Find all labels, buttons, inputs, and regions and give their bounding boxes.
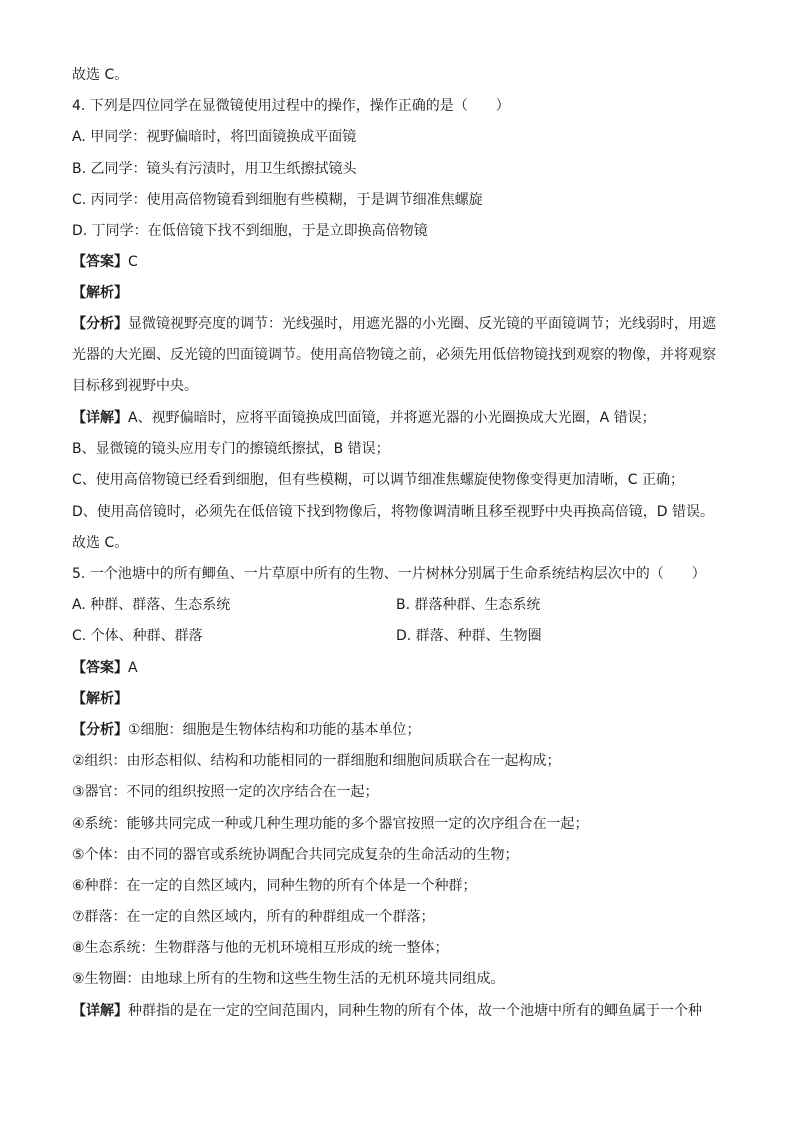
question-5-option-b: B. 群落种群、生态系统 [396,597,541,614]
question-5-options-row-2 [72,625,722,647]
question-4-option-d: D. 丁同学：在低倍镜下找不到细胞，于是立即换高倍物镜 [72,222,428,239]
question-5-analysis-1 [72,719,722,741]
question-5-analysis-4: ④系统：能够共同完成一种或几种生理功能的多个器官按照一定的次序组合在一起； [72,815,589,832]
question-4-detail-b: B、显微镜的镜头应用专门的擦镜纸擦拭，B 错误； [72,441,390,458]
answer-tag: 【答案】 [72,254,128,271]
question-5-option-a: A. 种群、群落、生态系统 [72,597,231,614]
answer-tag: 【答案】 [72,659,128,676]
analysis-tag: 【分析】 [72,315,128,332]
analysis-text: 显微镜视野亮度的调节：光线强时，用遮光器的小光圈、反光镜的平面镜调节；光线弱时，用遮光器的大光圈、反光镜的凹面镜调节。使用高倍物镜之前，必须先用低倍物镜找到观察的物像，并将观察目标移到视野中央。 [72,315,716,395]
question-4-analysis-block [72,309,722,403]
question-5-option-d: D. 群落、种群、生物圈 [396,628,542,645]
question-5-analysis-7: ⑦群落：在一定的自然区域内，所有的种群组成一个群落； [72,909,435,926]
question-5-analysis-5: ⑤个体：由不同的器官或系统协调配合共同完成复杂的生命活动的生物； [72,846,519,863]
conclusion-line: 故选 C。 [72,67,129,83]
question-5-analysis-9: ⑨生物圈：由地球上所有的生物和这些生物生活的无机环境共同组成。 [72,971,505,988]
question-5-option-c: C. 个体、种群、群落 [72,628,203,645]
question-5-answer [72,657,722,679]
question-4-conclusion: 故选 C。 [72,534,129,551]
detail-text: 种群指的是在一定的空间范围内，同种生物的所有个体，故一个池塘中所有的鲫鱼属于一个种 [128,1002,702,1019]
question-4-detail-d: D、使用高倍镜时，必须先在低倍镜下找到物像后，将物像调清晰且移至视野中央再换高倍镜，D 错误。 [72,503,715,520]
question-4-detail-a [72,407,722,429]
question-4-stem: 4. 下列是四位同学在显微镜使用过程中的操作，操作正确的是（ ） [72,98,510,115]
question-4-analysis-heading: 【解析】 [72,285,128,302]
question-5-analysis-heading: 【解析】 [72,690,128,707]
document-page [72,64,722,1031]
question-4-option-b: B. 乙同学：镜头有污渍时，用卫生纸擦拭镜头 [72,160,357,177]
question-4-analysis [72,309,722,403]
analysis-text: ①细胞：细胞是生物体结构和功能的基本单位； [128,721,421,738]
question-5-analysis-6: ⑥种群：在一定的自然区域内，同种生物的所有个体是一个种群； [72,877,477,894]
detail-tag: 【详解】 [72,1002,128,1019]
question-4-option-a: A. 甲同学：视野偏暗时，将凹面镜换成平面镜 [72,129,357,146]
answer-value: C [128,254,138,271]
question-4-option-c: C. 丙同学：使用高倍物镜看到细胞有些模糊，于是调节细准焦螺旋 [72,191,483,208]
question-4-answer [72,251,722,273]
detail-tag: 【详解】 [72,410,128,427]
question-4-detail-c: C、使用高倍物镜已经看到细胞，但有些模糊，可以调节细准焦螺旋使物像变得更加清晰，C 正确； [72,472,684,489]
analysis-tag: 【分析】 [72,721,128,738]
question-5-analysis-3: ③器官：不同的组织按照一定的次序结合在一起； [72,784,379,801]
question-5-detail [72,1000,722,1022]
question-5-stem: 5. 一个池塘中的所有鲫鱼、一片草原中所有的生物、一片树林分别属于生命系统结构层次中的（ ） [72,566,706,583]
question-5-options-row-1 [72,594,722,616]
detail-text: A、视野偏暗时，应将平面镜换成凹面镜，并将遮光器的小光圈换成大光圈，A 错误； [128,410,656,427]
question-5-analysis-2: ②组织：由形态相似、结构和功能相同的一群细胞和细胞间质联合在一起构成； [72,753,561,770]
answer-value: A [128,659,138,676]
question-5-analysis-8: ⑧生态系统：生物群落与他的无机环境相互形成的统一整体； [72,940,449,957]
